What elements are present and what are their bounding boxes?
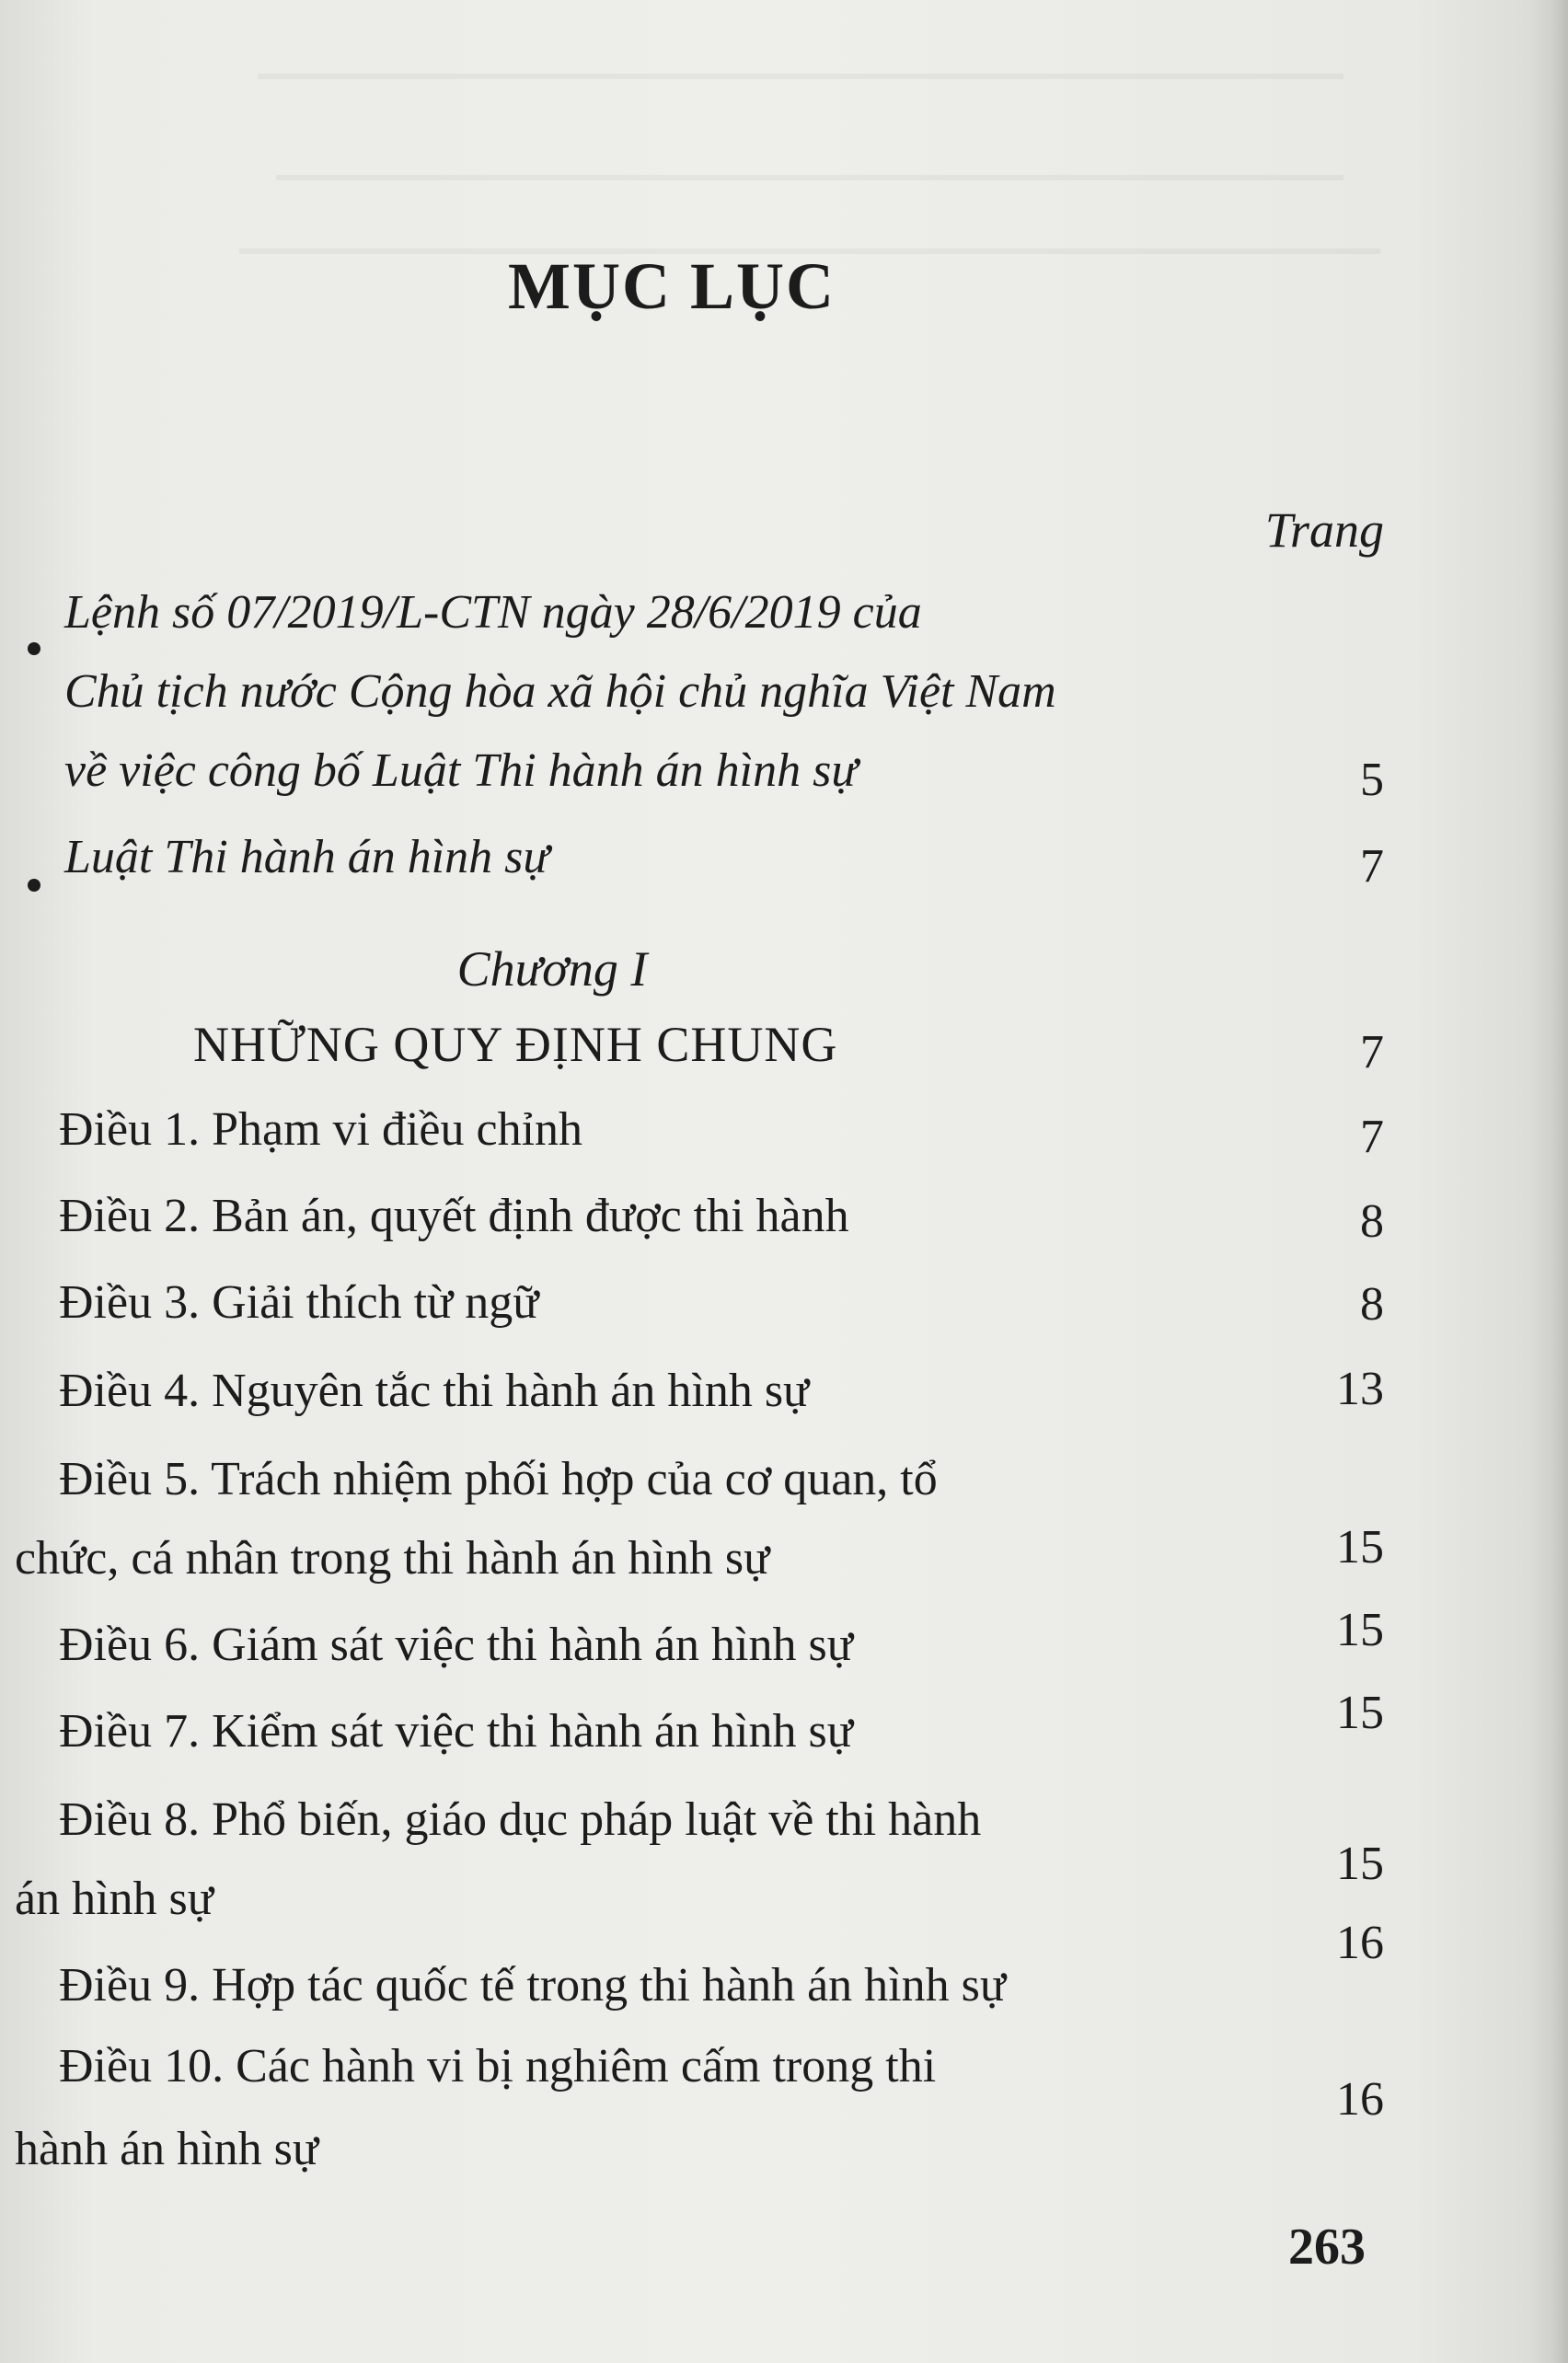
toc-article-line: Điều 6. Giám sát việc thi hành án hình sự xyxy=(59,1619,853,1671)
chapter-label: Chương I xyxy=(456,941,648,997)
toc-article-page: 15 xyxy=(1336,1604,1384,1656)
toc-article-page: 8 xyxy=(1360,1195,1384,1248)
toc-article-page: 13 xyxy=(1336,1363,1384,1415)
toc-article-line: Điều 4. Nguyên tắc thi hành án hình sự xyxy=(59,1365,810,1417)
toc-article-line: Điều 5. Trách nhiệm phối hợp của cơ quan, tổ xyxy=(59,1453,938,1505)
toc-article-page: 15 xyxy=(1336,1838,1384,1890)
toc-entry-line: Chủ tịch nước Cộng hòa xã hội chủ nghĩa Việt Nam xyxy=(64,665,1056,718)
page-title: MỤC LỤC xyxy=(508,249,836,323)
bullet-icon xyxy=(28,879,40,892)
page-edge xyxy=(1531,0,1568,2363)
page-number: 263 xyxy=(1288,2219,1366,2276)
toc-article-line: hành án hình sự xyxy=(15,2123,319,2175)
toc-article-line: Điều 1. Phạm vi điều chỉnh xyxy=(59,1103,583,1156)
toc-article-page: 16 xyxy=(1336,2073,1384,2126)
toc-entry-line: Lệnh số 07/2019/L-CTN ngày 28/6/2019 của xyxy=(64,586,922,639)
toc-article-page: 16 xyxy=(1336,1917,1384,1969)
toc-article-line: Điều 9. Hợp tác quốc tế trong thi hành án hình sự xyxy=(59,1959,1007,2011)
toc-entry-page: 5 xyxy=(1360,754,1384,806)
toc-article-page: 7 xyxy=(1360,1111,1384,1163)
toc-article-line: Điều 3. Giải thích từ ngữ xyxy=(59,1276,539,1329)
toc-article-page: 15 xyxy=(1336,1521,1384,1573)
toc-entry-page: 7 xyxy=(1360,840,1384,893)
toc-entry-line: Luật Thi hành án hình sự xyxy=(64,831,549,883)
toc-article-line: chức, cá nhân trong thi hành án hình sự xyxy=(15,1532,770,1585)
toc-article-line: Điều 10. Các hành vi bị nghiêm cấm trong thi xyxy=(59,2040,937,2092)
toc-article-line: Điều 2. Bản án, quyết định được thi hành xyxy=(59,1190,849,1242)
toc-article-page: 8 xyxy=(1360,1278,1384,1331)
toc-article-page: 15 xyxy=(1336,1687,1384,1739)
toc-article-line: Điều 7. Kiểm sát việc thi hành án hình sự xyxy=(59,1705,853,1758)
bullet-icon xyxy=(28,642,40,655)
chapter-title: NHỮNG QUY ĐỊNH CHUNG xyxy=(193,1017,838,1072)
toc-article-line: Điều 8. Phổ biến, giáo dục pháp luật về thi hành xyxy=(59,1793,982,1846)
page-column-header: Trang xyxy=(1264,502,1384,558)
toc-entry-line: về việc công bố Luật Thi hành án hình sự xyxy=(64,744,858,797)
toc-article-line: án hình sự xyxy=(15,1873,213,1925)
chapter-page: 7 xyxy=(1360,1026,1384,1078)
